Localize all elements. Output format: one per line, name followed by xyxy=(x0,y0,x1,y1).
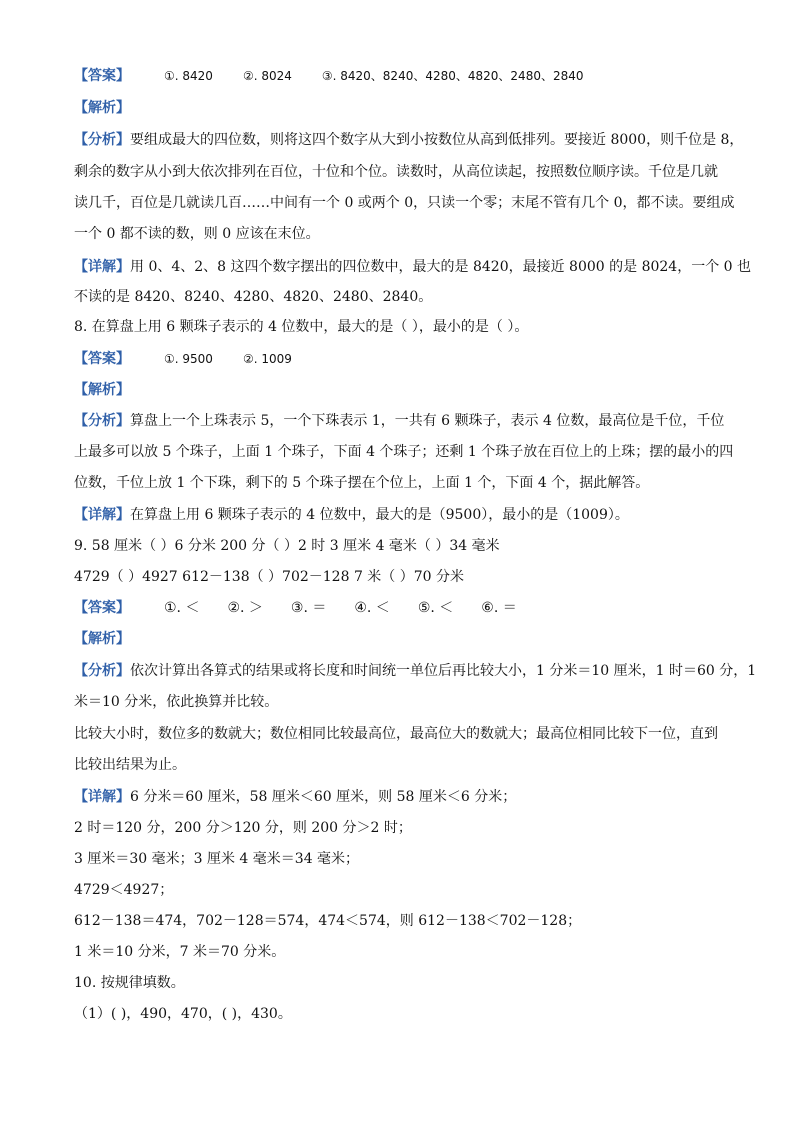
detail-line: 【详解】6 分米＝60 厘米，58 厘米＜60 厘米，则 58 厘米＜6 分米； xyxy=(74,789,517,805)
question-10: 10. 按规律填数。 xyxy=(74,975,185,991)
fenxi-tag: 【分析】 xyxy=(74,132,130,148)
detail-line: 2 时＝120 分，200 分＞120 分，则 200 分＞2 时； xyxy=(74,820,412,836)
xiangjie-tag: 【详解】 xyxy=(74,259,130,275)
answer-tag: 【答案】 xyxy=(74,68,130,84)
question-10-sub-1: （1）( )，490，470，( )，430。 xyxy=(74,1006,292,1022)
question-9-line-1: 9. 58 厘米（ ）6 分米 200 分（ ）2 时 3 厘米 4 毫米（ ）34 毫米 xyxy=(74,538,500,554)
compare-line: 比较大小时，数位多的数就大；数位相同比较最高位，最高位大的数就大；最高位相同比较下一位，直到 xyxy=(74,726,718,742)
answer-tag: 【答案】 xyxy=(74,351,130,367)
answer-item: ②. 8024 xyxy=(242,69,292,83)
q9-answer-row xyxy=(74,599,517,617)
xiangjie-tag: 【详解】 xyxy=(74,789,130,805)
fenxi-tag: 【分析】 xyxy=(74,663,130,679)
detail-line: 3 厘米＝30 毫米；3 厘米 4 毫米＝34 毫米； xyxy=(74,851,360,867)
xiangjie-tag: 【详解】 xyxy=(74,507,130,523)
analysis-line: 【分析】要组成最大的四位数，则将这四个数字从大到小按数位从高到低排列。要接近 8000，则千位是 8， xyxy=(74,132,744,148)
analysis-line: 【分析】依次计算出各算式的结果或将长度和时间统一单位后再比较大小，1 分米＝10 厘米，1 时＝60 分，1 xyxy=(74,663,757,679)
analysis-line: 米＝10 分米，依此换算并比较。 xyxy=(74,694,279,710)
answer-item: ①. ＜ xyxy=(164,600,200,616)
analysis-tag: 【解析】 xyxy=(74,382,130,398)
answer-item: ⑥. ＝ xyxy=(481,600,517,616)
detail-line: 1 米＝10 分米，7 米＝70 分米。 xyxy=(74,944,286,960)
compare-line: 比较出结果为止。 xyxy=(74,757,186,773)
analysis-line: 位数，千位上放 1 个下珠，剩下的 5 个珠子摆在个位上，上面 1 个，下面 4 个，据此解答。 xyxy=(74,475,650,491)
detail-line: 不读的是 8420、8240、4280、4820、2480、2840。 xyxy=(74,289,433,305)
analysis-line: 剩余的数字从小到大依次排列在百位，十位和个位。读数时，从高位读起，按照数位顺序读。千位是几就 xyxy=(74,164,718,180)
answer-tag: 【答案】 xyxy=(74,600,130,616)
answer-item: ①. 9500 xyxy=(164,352,213,366)
detail-line: 4729＜4927； xyxy=(74,882,174,898)
detail-line: 【详解】用 0、4、2、8 这四个数字摆出的四位数中，最大的是 8420，最接近 8000 的是 8024，一个 0 也 xyxy=(74,259,752,275)
answer-item: ②. ＞ xyxy=(227,600,263,616)
q7-answer-row xyxy=(74,67,584,85)
q8-answer-row xyxy=(74,350,292,368)
answer-item: ⑤. ＜ xyxy=(417,600,454,616)
answer-item: ③. ＝ xyxy=(290,600,327,616)
detail-line: 612－138＝474，702－128＝574，474＜574，则 612－138＜702－128； xyxy=(74,913,582,929)
answer-item: ②. 1009 xyxy=(242,352,292,366)
analysis-line: 上最多可以放 5 个珠子，上面 1 个珠子，下面 4 个珠子；还剩 1 个珠子放在百位上的上珠；摆的最小的四 xyxy=(74,444,734,460)
answer-item: ①. 8420 xyxy=(164,69,213,83)
detail-line: 【详解】在算盘上用 6 颗珠子表示的 4 位数中，最大的是（9500），最小的是（1009）。 xyxy=(74,507,629,523)
question-9-line-2: 4729（ ）4927 612－138（ ）702－128 7 米（ ）70 分米 xyxy=(74,569,465,585)
question-8: 8. 在算盘上用 6 颗珠子表示的 4 位数中，最大的是（ ），最小的是（ ）。 xyxy=(74,319,529,335)
answer-item: ③. 8420、8240、4280、4820、2480、2840 xyxy=(321,69,584,83)
analysis-line: 【分析】算盘上一个上珠表示 5，一个下珠表示 1，一共有 6 颗珠子，表示 4 位数，最高位是千位，千位 xyxy=(74,413,725,429)
analysis-line: 一个 0 都不读的数，则 0 应该在末位。 xyxy=(74,226,320,242)
analysis-tag: 【解析】 xyxy=(74,631,130,647)
fenxi-tag: 【分析】 xyxy=(74,413,130,429)
analysis-line: 读几千，百位是几就读几百……中间有一个 0 或两个 0，只读一个零；末尾不管有几个 0，都不读。要组成 xyxy=(74,195,735,211)
analysis-tag: 【解析】 xyxy=(74,100,130,116)
answer-item: ④. ＜ xyxy=(354,600,390,616)
